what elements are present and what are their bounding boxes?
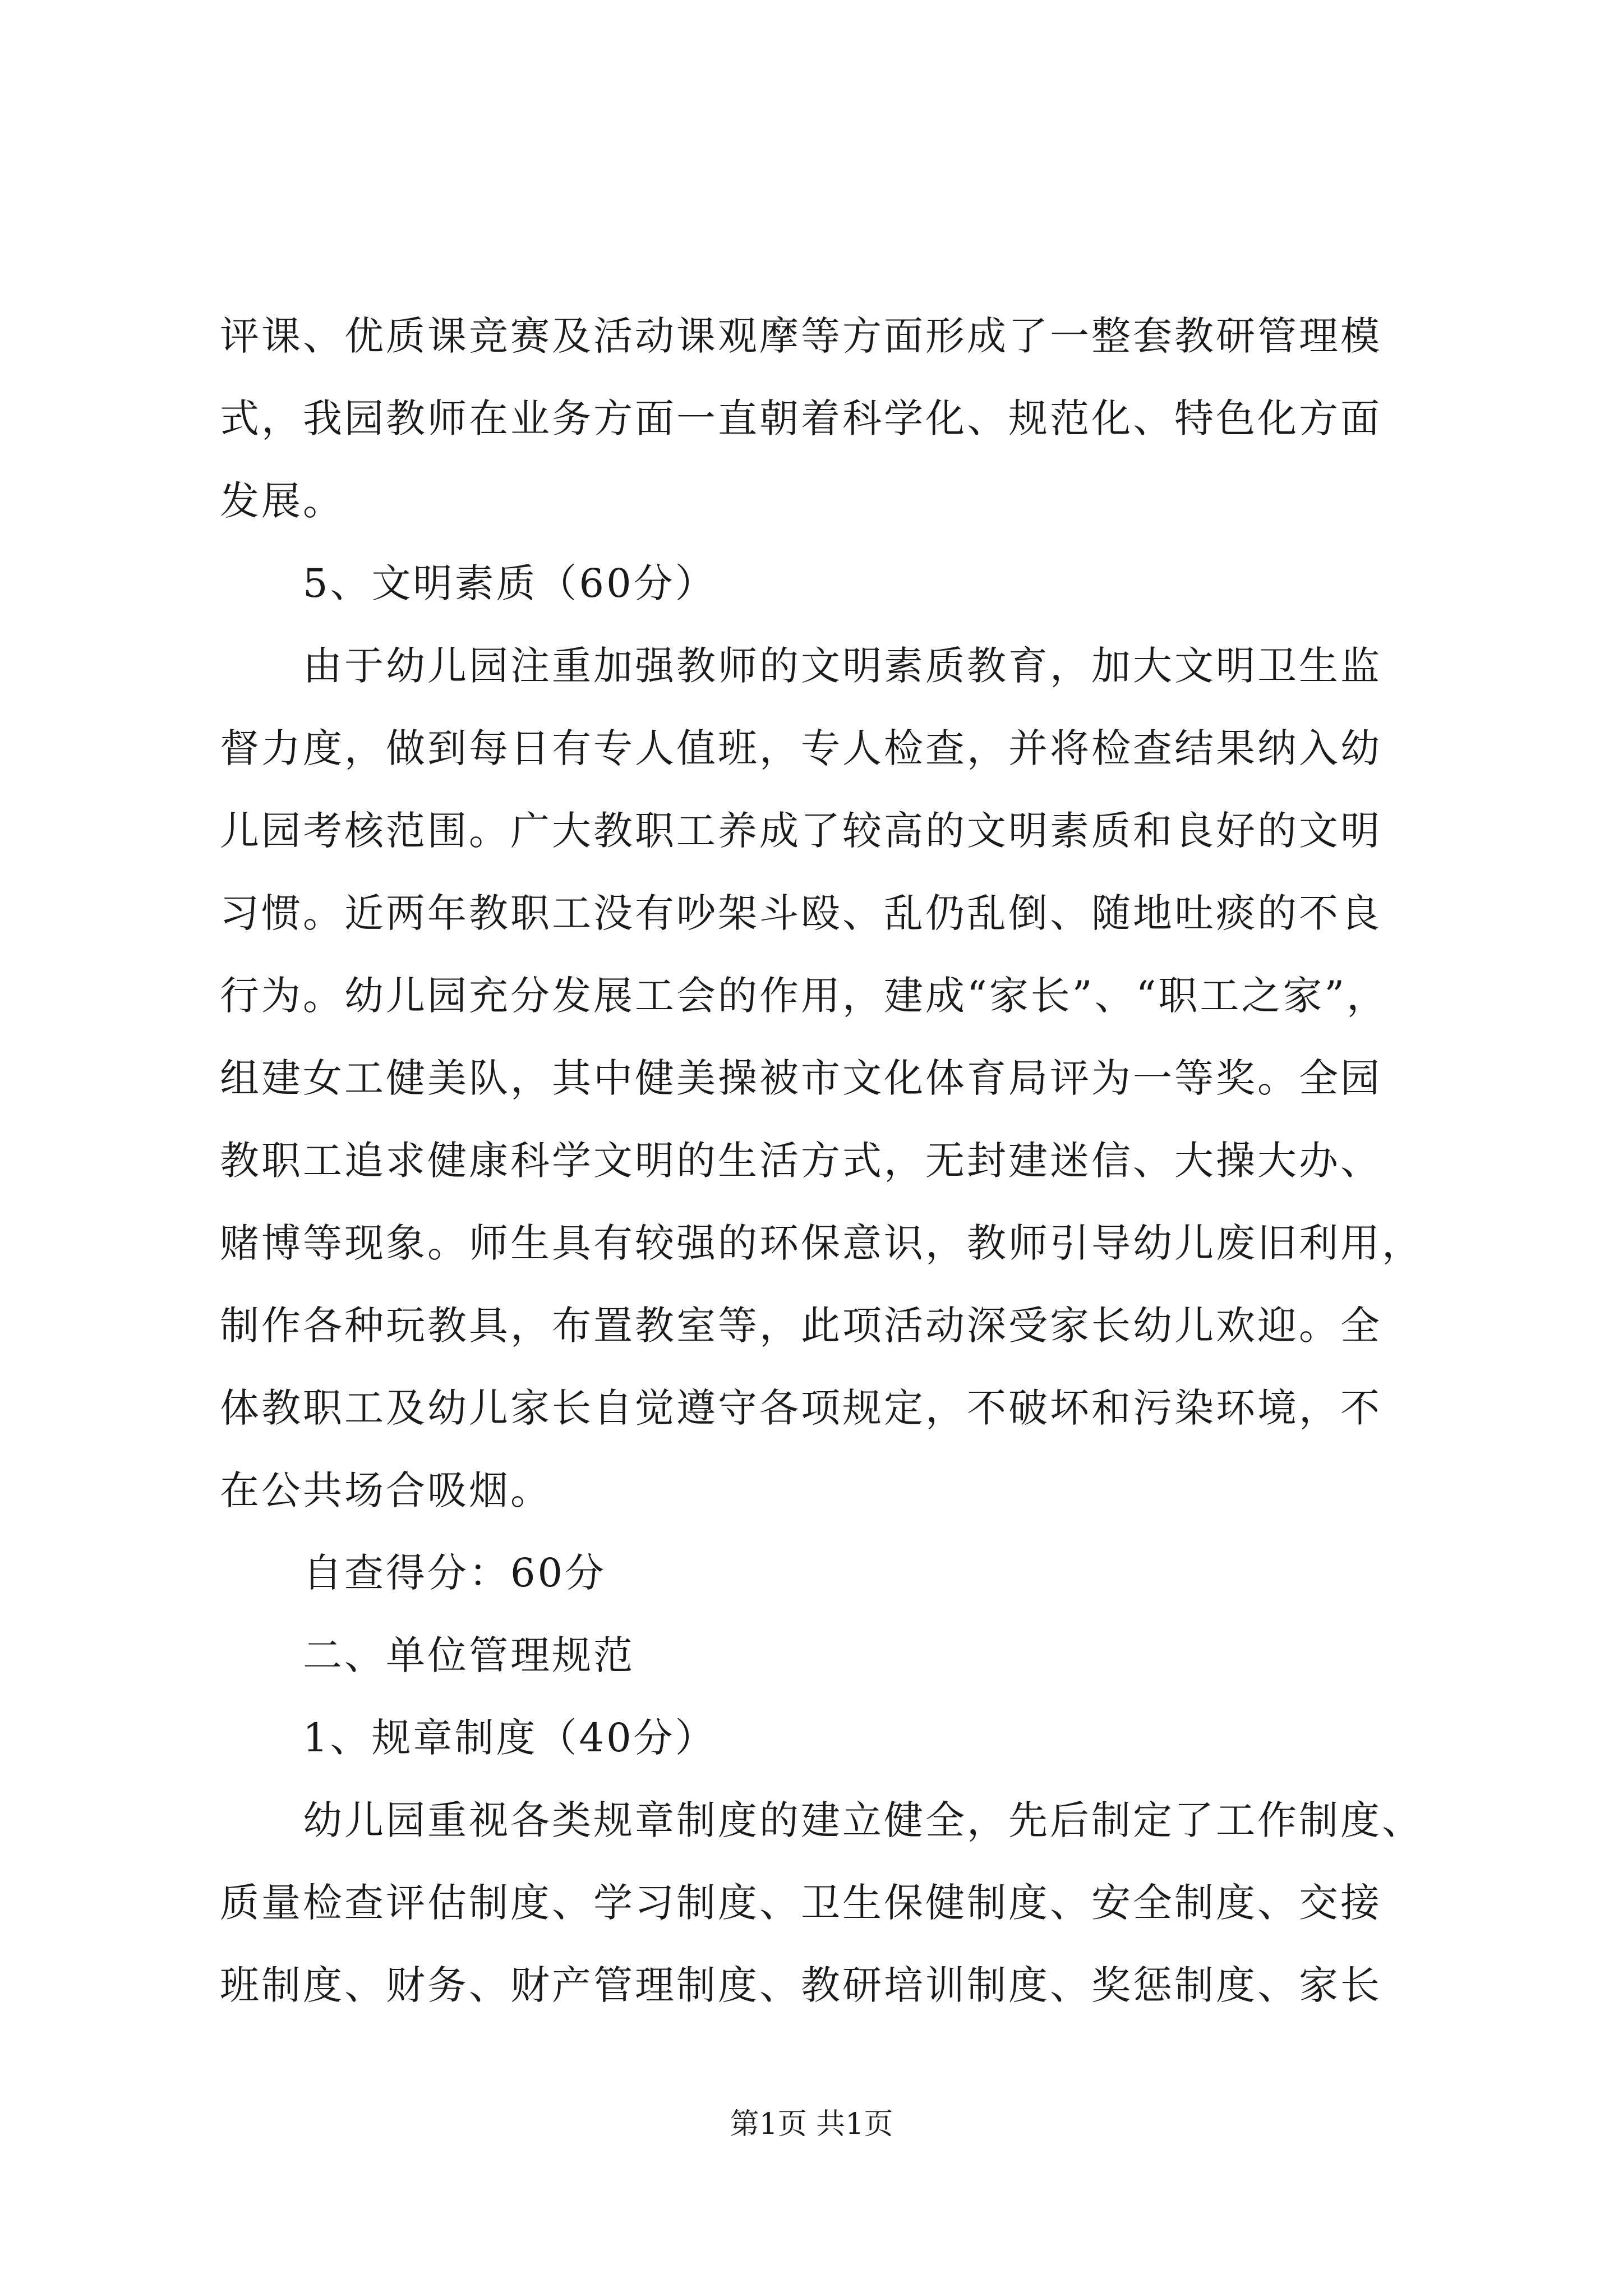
text-line-12: 赌博等现象。师生具有较强的环保意识，教师引导幼儿废旧利用， xyxy=(220,1220,1423,1266)
text-line-13: 制作各种玩教具，布置教室等，此项活动深受家长幼儿欢迎。全 xyxy=(220,1303,1382,1349)
text-line-15: 在公共场合吸烟。 xyxy=(220,1467,552,1513)
section-heading-rules: 1、规章制度（40分） xyxy=(303,1715,717,1761)
text-line-20: 质量检查评估制度、学习制度、卫生保健制度、安全制度、交接 xyxy=(220,1880,1382,1926)
self-check-score: 自查得分：60分 xyxy=(303,1550,607,1596)
text-line-2: 式，我园教师在业务方面一直朝着科学化、规范化、特色化方面 xyxy=(220,395,1382,441)
text-line-7: 儿园考核范围。广大教职工养成了较高的文明素质和良好的文明 xyxy=(220,808,1382,854)
text-line-10: 组建女工健美队，其中健美操被市文化体育局评为一等奖。全园 xyxy=(220,1055,1382,1101)
text-line-5: 由于幼儿园注重加强教师的文明素质教育，加大文明卫生监 xyxy=(303,643,1382,689)
text-line-21: 班制度、财务、财产管理制度、教研培训制度、奖惩制度、家长 xyxy=(220,1962,1382,2008)
page-footer: 第1页 共1页 xyxy=(730,2108,893,2141)
text-line-8: 习惯。近两年教职工没有吵架斗殴、乱仍乱倒、随地吐痰的不良 xyxy=(220,890,1382,936)
text-line-14: 体教职工及幼儿家长自觉遵守各项规定，不破坏和污染环境，不 xyxy=(220,1385,1382,1431)
text-line-19: 幼儿园重视各类规章制度的建立健全，先后制定了工作制度、 xyxy=(303,1797,1423,1843)
text-line-11: 教职工追求健康科学文明的生活方式，无封建迷信、大操大办、 xyxy=(220,1138,1382,1184)
document-body xyxy=(220,295,1431,2027)
section-heading-civility: 5、文明素质（60分） xyxy=(303,560,717,606)
text-line-9: 行为。幼儿园充分发展工会的作用，建成“家长”、“职工之家”， xyxy=(220,973,1389,1019)
section-heading-management: 二、单位管理规范 xyxy=(303,1632,635,1678)
text-line-6: 督力度，做到每日有专人值班，专人检查，并将检查结果纳入幼 xyxy=(220,725,1382,771)
text-line-3: 发展。 xyxy=(220,478,344,524)
text-line-1: 评课、优质课竞赛及活动课观摩等方面形成了一整套教研管理模 xyxy=(220,313,1382,359)
